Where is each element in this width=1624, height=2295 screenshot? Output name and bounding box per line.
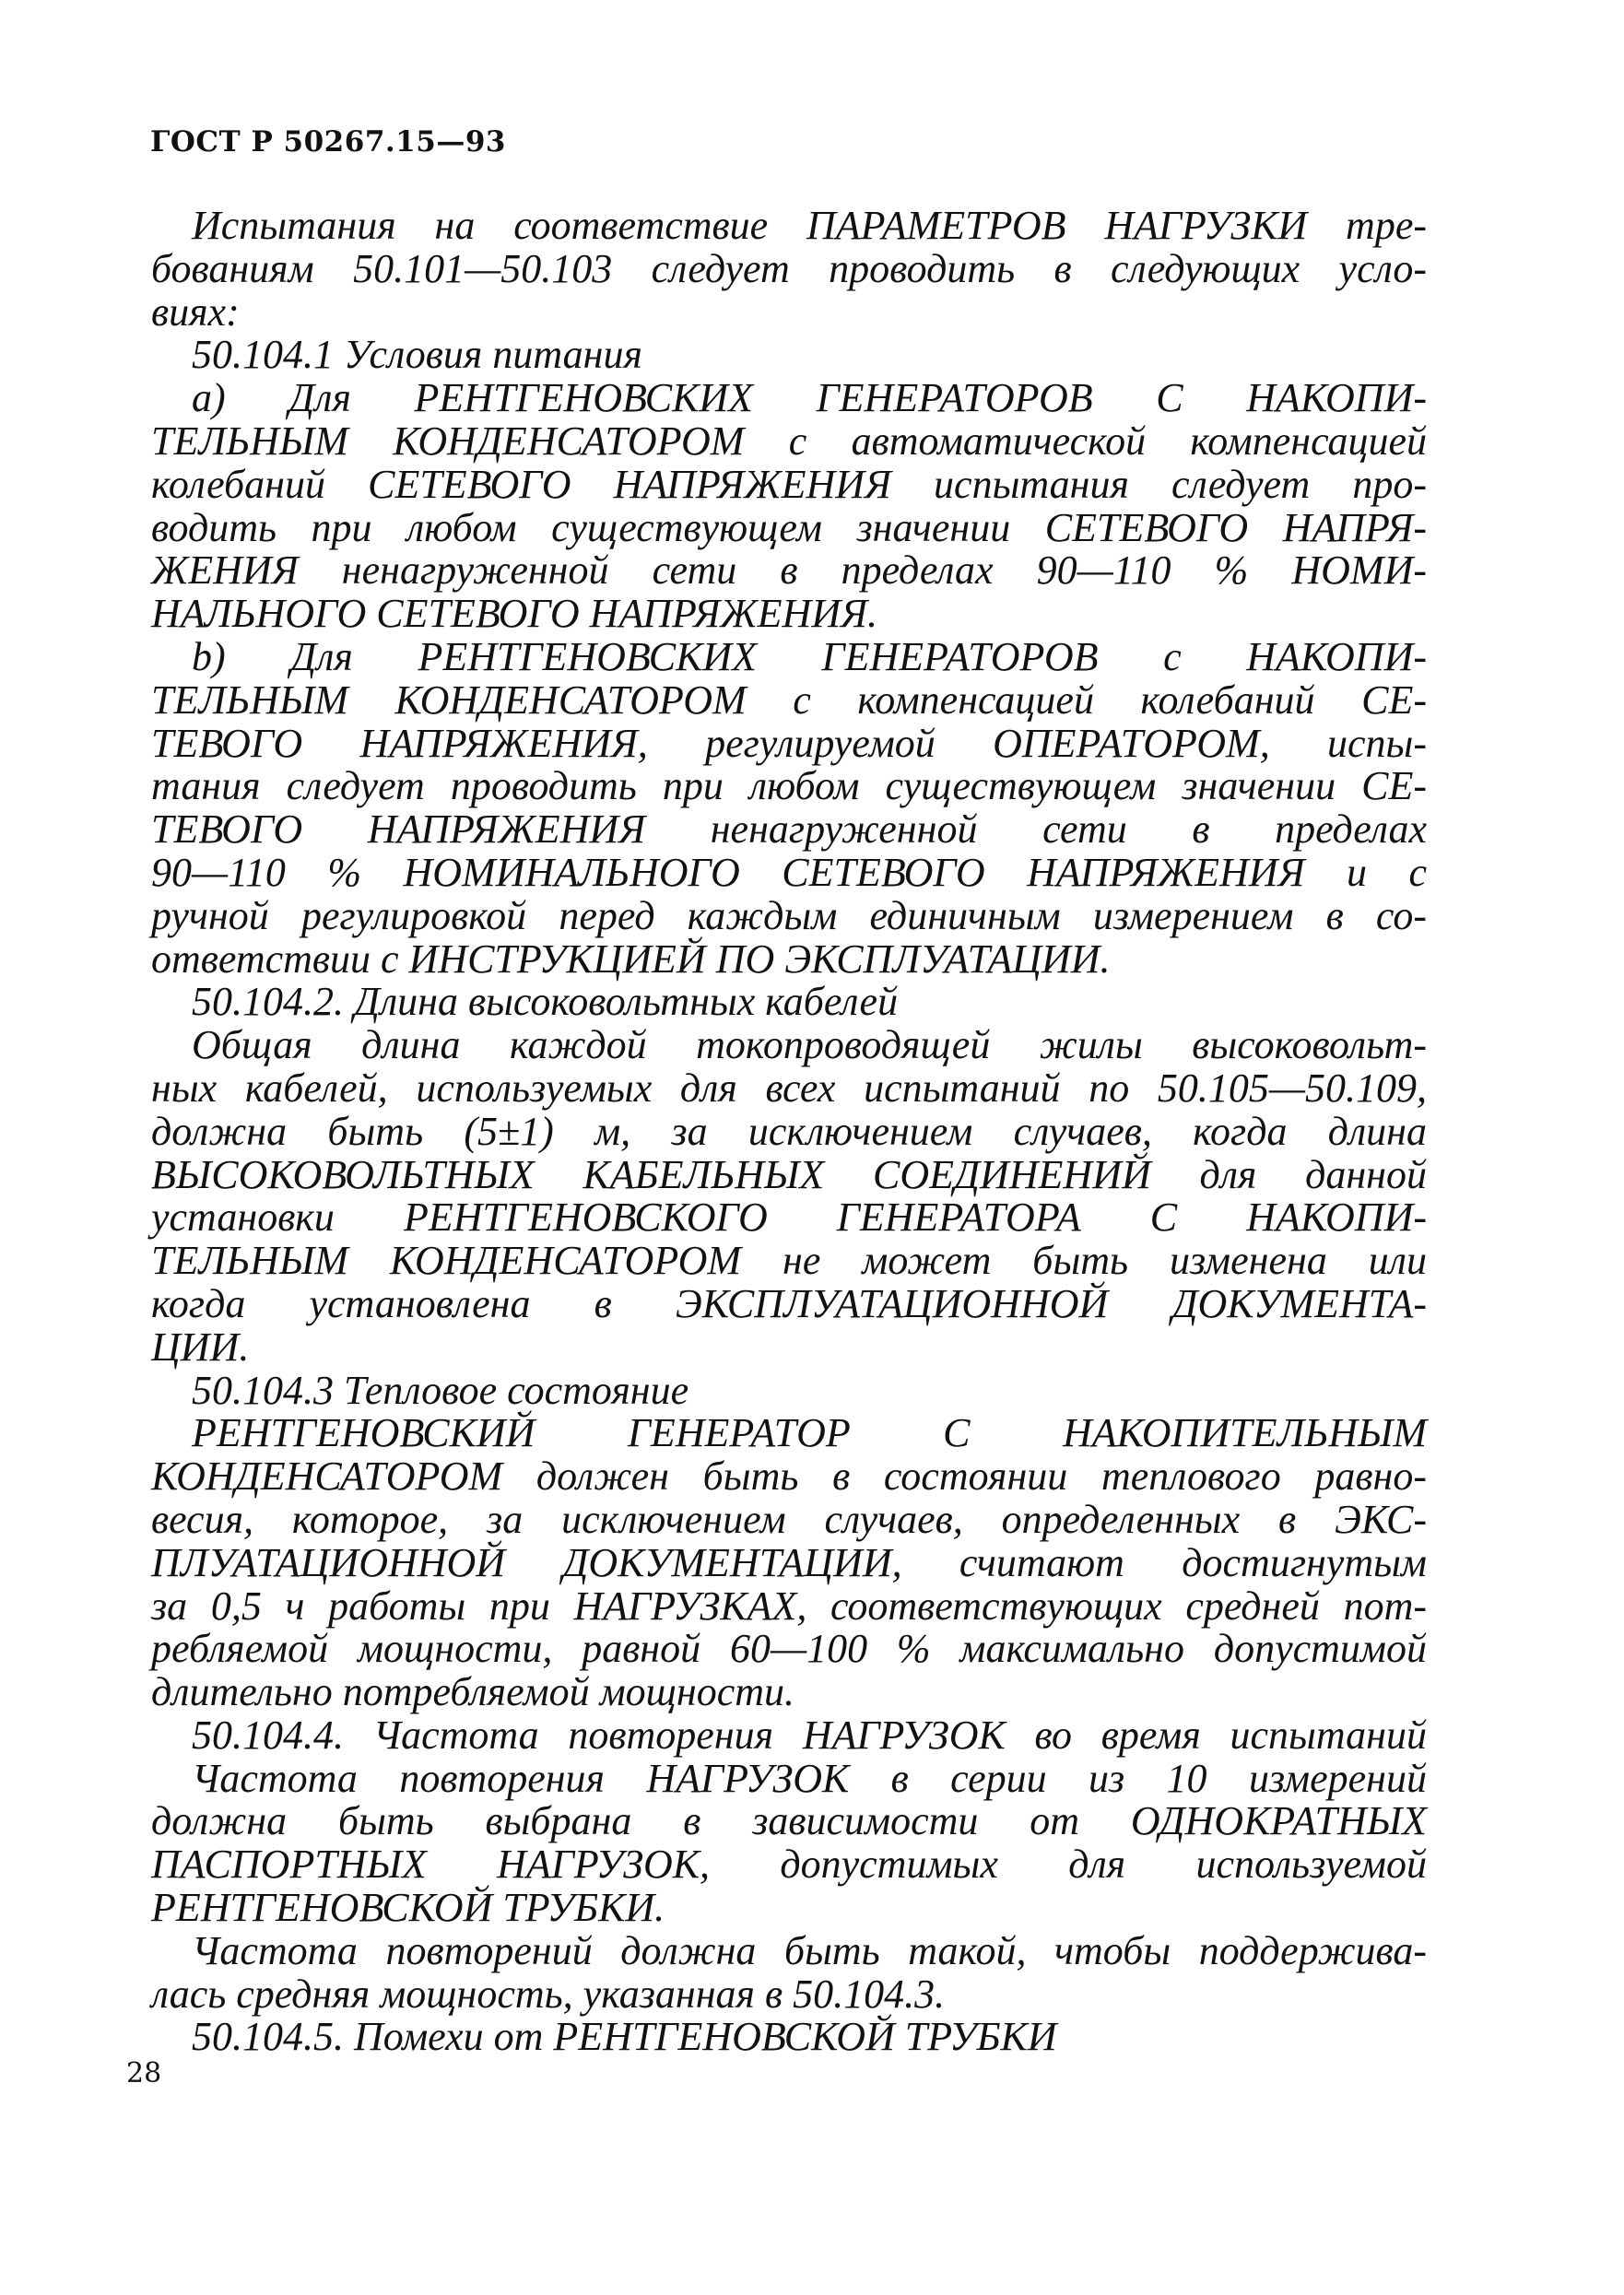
text-line: весия, которое, за исключением случаев, определенных в ЭКС- xyxy=(151,1496,1427,1542)
text-line: длительно потребляемой мощности. xyxy=(151,1669,795,1715)
text-line: ребляемой мощности, равной 60—100 % максимально допустимой xyxy=(151,1626,1427,1672)
text-line: ответствии с ИНСТРУКЦИЕЙ ПО ЭКСПЛУАТАЦИИ. xyxy=(151,936,1111,982)
text-line: ручной регулировкой перед каждым единичным измерением в со- xyxy=(151,892,1427,938)
text-line: ТЕЛЬНЫМ КОНДЕНСАТОРОМ не может быть изменена или xyxy=(151,1238,1427,1284)
text-line: должна быть выбрана в зависимости от ОДНОКРАТНЫХ xyxy=(151,1798,1427,1844)
text-line: установки РЕНТГЕНОВСКОГО ГЕНЕРАТОРА С НАКОПИ- xyxy=(151,1195,1427,1241)
text-line: ТЕВОГО НАПРЯЖЕНИЯ, регулируемой ОПЕРАТОРОМ, испы- xyxy=(151,720,1427,766)
text-line: тания следует проводить при любом существующем значении СЕ- xyxy=(151,763,1427,809)
text-line: лась средняя мощность, указанная в 50.104.3. xyxy=(151,1971,946,2017)
text-line: водить при любом существующем значении СЕТЕВОГО НАПРЯ- xyxy=(151,504,1427,550)
text-line: должна быть (5±1) м, за исключением случаев, когда длина xyxy=(151,1108,1427,1154)
text-line: 50.104.2. Длина высоковольтных кабелей xyxy=(192,979,899,1025)
text-line: 50.104.1 Условия питания xyxy=(192,332,642,378)
text-line: ных кабелей, используемых для всех испытаний по 50.105—50.109, xyxy=(151,1065,1427,1111)
text-line: ТЕЛЬНЫМ КОНДЕНСАТОРОМ с компенсацией колебаний СЕ- xyxy=(151,677,1427,723)
text-line: ВЫСОКОВОЛЬТНЫХ КАБЕЛЬНЫХ СОЕДИНЕНИЙ для данной xyxy=(151,1151,1427,1197)
text-line: Частота повторений должна быть такой, чтобы поддержива- xyxy=(192,1927,1427,1973)
page-number: 28 xyxy=(126,2057,162,2089)
text-line: за 0,5 ч работы при НАГРУЗКАХ, соответствующих средней пот- xyxy=(151,1583,1427,1629)
text-line: 50.104.5. Помехи от РЕНТГЕНОВСКОЙ ТРУБКИ xyxy=(192,2014,1057,2060)
text-line: 50.104.3 Тепловое состояние xyxy=(192,1367,689,1413)
text-line: колебаний СЕТЕВОГО НАПРЯЖЕНИЯ испытания следует про- xyxy=(151,461,1427,507)
text-line: b) Для РЕНТГЕНОВСКИХ ГЕНЕРАТОРОВ с НАКОПИ- xyxy=(192,633,1427,679)
text-line: ПАСПОРТНЫХ НАГРУЗОК, допустимых для используемой xyxy=(151,1842,1427,1888)
document-header: ГОСТ Р 50267.15—93 xyxy=(150,125,506,159)
text-line: бованиям 50.101—50.103 следует проводить в следующих усло- xyxy=(151,245,1427,291)
body-text xyxy=(151,203,1427,2060)
text-line: НАЛЬНОГО СЕТЕВОГО НАПРЯЖЕНИЯ. xyxy=(151,591,878,637)
text-line: ЖЕНИЯ ненагруженной сети в пределах 90—110 % НОМИ- xyxy=(151,547,1427,594)
text-line: 90—110 % НОМИНАЛЬНОГО СЕТЕВОГО НАПРЯЖЕНИЯ и с xyxy=(151,849,1427,895)
text-line: Общая длина каждой токопроводящей жилы высоковольт- xyxy=(192,1022,1427,1068)
text-line: Частота повторения НАГРУЗОК в серии из 10 измерений xyxy=(192,1755,1427,1801)
text-line: когда установлена в ЭКСПЛУАТАЦИОННОЙ ДОКУМЕНТА- xyxy=(151,1280,1427,1326)
text-line: а) Для РЕНТГЕНОВСКИХ ГЕНЕРАТОРОВ С НАКОПИ- xyxy=(192,375,1427,421)
text-line: ТЕЛЬНЫМ КОНДЕНСАТОРОМ с автоматической компенсацией xyxy=(151,418,1427,464)
text-line: ЦИИ. xyxy=(151,1324,250,1370)
text-line: ТЕВОГО НАПРЯЖЕНИЯ ненагруженной сети в пределах xyxy=(151,806,1427,853)
text-line: КОНДЕНСАТОРОМ должен быть в состоянии теплового равно- xyxy=(151,1454,1427,1500)
text-line: РЕНТГЕНОВСКОЙ ТРУБКИ. xyxy=(151,1885,665,1931)
text-line: виях: xyxy=(151,288,240,335)
text-line: Испытания на соответствие ПАРАМЕТРОВ НАГРУЗКИ тре- xyxy=(192,203,1427,248)
text-line: ПЛУАТАЦИОННОЙ ДОКУМЕНТАЦИИ, считают достигнутым xyxy=(151,1539,1427,1585)
text-line: 50.104.4. Частота повторения НАГРУЗОК во время испытаний xyxy=(192,1712,1427,1758)
text-line: РЕНТГЕНОВСКИЙ ГЕНЕРАТОР С НАКОПИТЕЛЬНЫМ xyxy=(192,1410,1427,1456)
